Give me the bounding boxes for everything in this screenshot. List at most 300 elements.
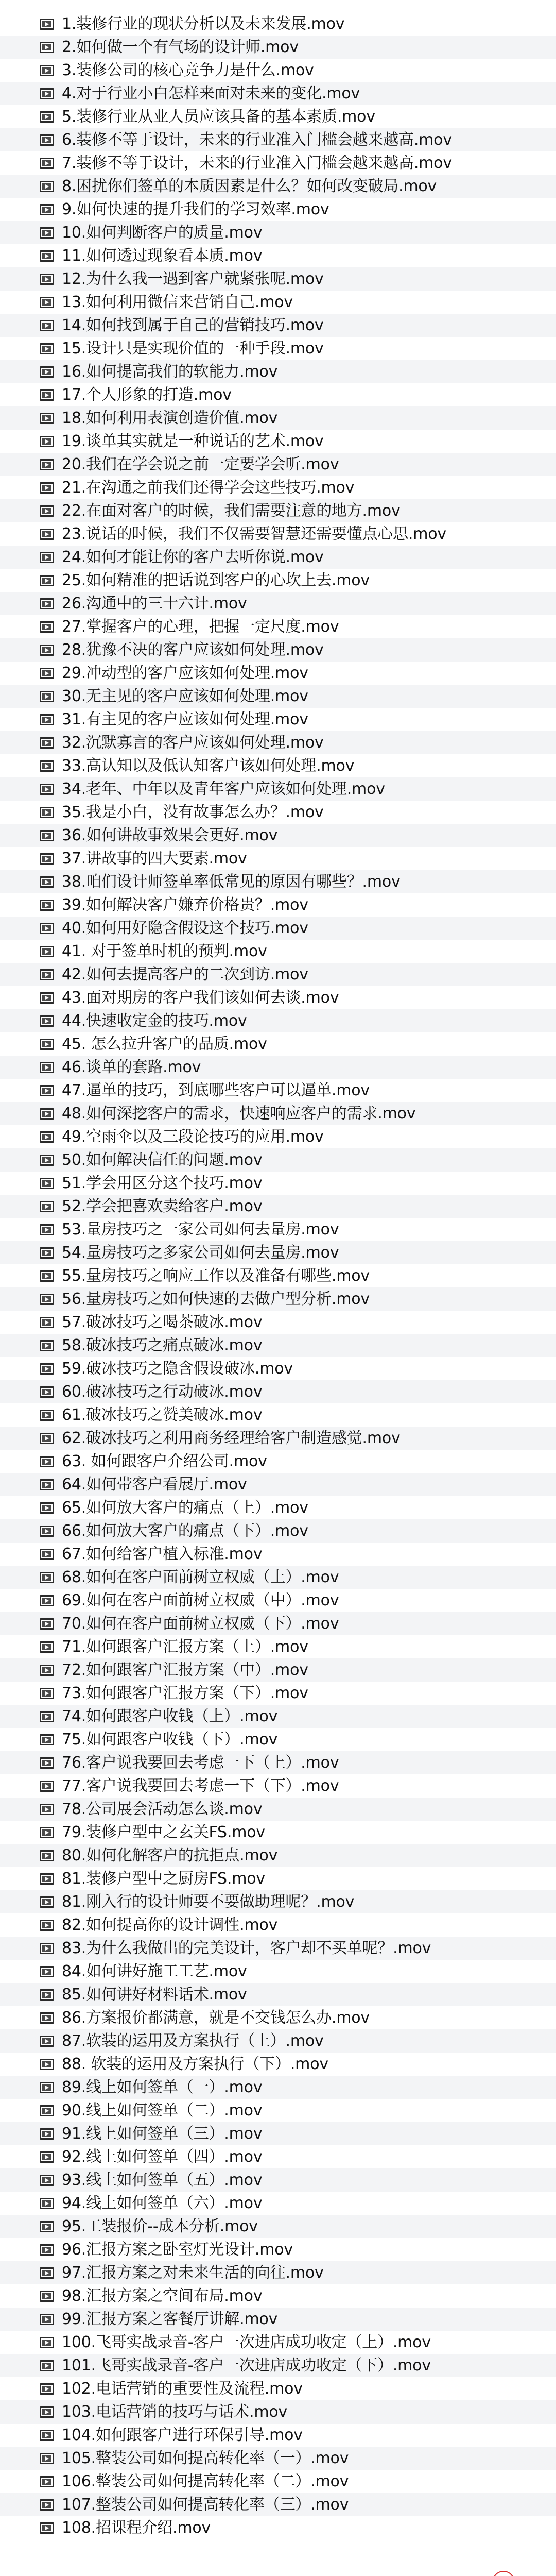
video-file-icon [38,16,56,32]
video-file-icon [38,1361,56,1377]
file-name: 100.飞哥实战录音-客户一次进店成功收定（上）.mov [62,2333,431,2351]
file-name: 45. 怎么拉升客户的品质.mov [62,1035,267,1053]
file-name: 11.如何透过现象看本质.mov [62,247,263,265]
video-file-icon [38,1199,56,1214]
video-file-icon [38,156,56,171]
file-row[interactable] [0,2470,556,2493]
video-file-icon [38,109,56,125]
file-row[interactable] [0,1682,556,1705]
file-row[interactable] [0,615,556,638]
file-name: 61.破冰技巧之赞美破冰.mov [62,1406,263,1424]
video-file-icon [38,202,56,217]
file-row[interactable] [0,2400,556,2424]
video-file-icon [38,1964,56,1979]
file-name: 4.对于行业小白怎样来面对未来的变化.mov [62,84,360,103]
file-row[interactable] [0,2006,556,2029]
video-file-icon [38,758,56,774]
file-name: 71.如何跟客户汇报方案（上）.mov [62,1638,308,1656]
file-row[interactable] [0,1357,556,1380]
file-name: 38.咱们设计师签单率低常见的原因有哪些？.mov [62,873,401,891]
video-file-icon [38,1778,56,1794]
file-name: 9.如何快速的提升我们的学习效率.mov [62,200,329,218]
video-file-icon [38,1013,56,1029]
video-file-icon [38,503,56,519]
file-row[interactable] [0,569,556,592]
video-file-icon [38,1292,56,1307]
file-name: 57.破冰技巧之喝茶破冰.mov [62,1313,263,1331]
file-name: 28.犹豫不决的客户应该如何处理.mov [62,641,324,659]
file-name: 80.如何化解客户的抗拒点.mov [62,1846,278,1865]
file-name: 83.为什么我做出的完美设计，客户却不买单呢？.mov [62,1939,431,1957]
video-file-icon [38,1315,56,1330]
file-row[interactable] [0,1774,556,1798]
file-name: 36.如何讲故事效果会更好.mov [62,826,278,844]
file-row[interactable] [0,244,556,267]
file-row[interactable] [0,1079,556,1102]
file-row[interactable] [0,1287,556,1311]
video-file-icon [38,2103,56,2119]
file-name: 69.如何在客户面前树立权威（中）.mov [62,1591,339,1609]
file-name: 18.如何利用表演创造价值.mov [62,409,278,427]
file-row[interactable] [0,2053,556,2076]
file-row[interactable] [0,801,556,824]
file-name: 37.讲故事的四大要素.mov [62,850,247,868]
video-file-icon [38,2080,56,2095]
file-row[interactable] [0,546,556,569]
file-row[interactable] [0,2447,556,2470]
file-row[interactable] [0,337,556,360]
file-name: 40.如何用好隐含假设这个技巧.mov [62,919,308,937]
watermark-badge [492,2571,515,2576]
file-row[interactable] [0,1589,556,1612]
file-row[interactable] [0,893,556,917]
file-row[interactable] [0,2238,556,2261]
video-file-icon [38,967,56,982]
file-name: 64.如何带客户看展厅.mov [62,1476,247,1494]
video-file-icon [38,1153,56,1168]
video-file-icon [38,596,56,612]
video-file-icon [38,851,56,867]
video-file-icon [38,805,56,820]
video-file-icon [38,1408,56,1423]
file-name: 49.空雨伞以及三段论技巧的应用.mov [62,1128,324,1146]
file-name: 1.装修行业的现状分析以及未来发展.mov [62,15,345,33]
file-row[interactable] [0,1125,556,1148]
file-row[interactable] [0,1264,556,1287]
video-file-icon [38,1477,56,1493]
file-name: 47.逼单的技巧，到底哪些客户可以逼单.mov [62,1081,370,1099]
file-row[interactable] [0,777,556,801]
video-file-icon [38,990,56,1006]
file-name: 7.装修不等于设计，未来的行业准入门槛会越来越高.mov [62,154,452,172]
file-row[interactable] [0,754,556,777]
file-name: 50.如何解决信任的问题.mov [62,1151,263,1169]
video-file-icon [38,2335,56,2350]
file-name: 65.如何放大客户的痛点（上）.mov [62,1499,308,1517]
file-row[interactable] [0,1890,556,1913]
file-name: 42.如何去提高客户的二次到访.mov [62,965,308,984]
file-row[interactable] [0,870,556,893]
file-row[interactable] [0,1056,556,1079]
file-row[interactable] [0,105,556,128]
video-file-icon [38,1663,56,1678]
file-name: 91.线上如何签单（三）.mov [62,2125,263,2143]
file-row[interactable] [0,1403,556,1427]
file-name: 63. 如何跟客户介绍公司.mov [62,1452,267,1470]
video-file-icon [38,272,56,287]
file-name: 68.如何在客户面前树立权威（上）.mov [62,1568,339,1586]
file-name: 51.学会用区分这个技巧.mov [62,1174,263,1192]
video-file-icon [38,1987,56,2003]
video-file-icon [38,1732,56,1748]
file-name: 54.量房技巧之多家公司如何去量房.mov [62,1244,339,1262]
file-name: 79.装修户型中之玄关FS.mov [62,1823,265,1841]
video-file-icon [38,225,56,241]
video-file-icon [38,248,56,264]
file-name: 17.个人形象的打造.mov [62,386,232,404]
file-name: 101.飞哥实战录音-客户一次进店成功收定（下）.mov [62,2357,431,2375]
video-file-icon [38,2312,56,2327]
file-name: 26.沟通中的三十六计.mov [62,595,247,613]
video-file-icon [38,387,56,403]
file-name: 107.整装公司如何提高转化率（三）.mov [62,2496,349,2514]
file-name: 108.招课程介绍.mov [62,2519,211,2537]
file-name: 76.客户说我要回去考虑一下（上）.mov [62,1754,339,1772]
file-name: 46.谈单的套路.mov [62,1058,201,1076]
file-name: 93.线上如何签单（五）.mov [62,2171,263,2189]
file-row[interactable] [0,1543,556,1566]
file-row[interactable] [0,453,556,476]
file-name: 75.如何跟客户收钱（下）.mov [62,1731,278,1749]
file-row[interactable] [0,1844,556,1867]
video-file-icon [38,1245,56,1261]
file-row[interactable] [0,1148,556,1172]
video-file-icon [38,1338,56,1353]
file-row[interactable] [0,267,556,291]
file-name: 102.电话营销的重要性及流程.mov [62,2380,303,2398]
file-name: 106.整装公司如何提高转化率（二）.mov [62,2472,349,2490]
video-file-icon [38,1083,56,1098]
file-row[interactable] [0,1658,556,1682]
file-name: 59.破冰技巧之隐含假设破冰.mov [62,1360,293,1378]
file-name: 85.如何讲好材料话术.mov [62,1986,247,2004]
file-name: 90.线上如何签单（二）.mov [62,2102,263,2120]
video-file-icon [38,434,56,449]
file-row[interactable] [0,731,556,754]
file-row[interactable] [0,2215,556,2238]
video-file-icon [38,1639,56,1655]
file-name: 39.如何解决客户嫌弃价格贵？.mov [62,896,308,914]
video-file-icon [38,2242,56,2258]
video-file-icon [38,1176,56,1191]
file-row[interactable] [0,2377,556,2400]
file-row[interactable] [0,1311,556,1334]
video-file-icon [38,2497,56,2513]
video-file-icon [38,1268,56,1284]
file-name: 103.电话营销的技巧与话术.mov [62,2403,288,2421]
file-row[interactable] [0,499,556,522]
video-file-icon [38,1523,56,1539]
file-name: 55.量房技巧之响应工作以及准备有哪些.mov [62,1267,370,1285]
file-row[interactable] [0,2308,556,2331]
file-row[interactable] [0,1427,556,1450]
file-name: 31.有主见的客户应该如何处理.mov [62,710,308,728]
file-row[interactable] [0,847,556,870]
video-file-icon [38,1593,56,1608]
watermark-text [518,2574,552,2576]
video-file-icon [38,1825,56,1840]
video-file-icon [38,2219,56,2234]
file-name: 78.公司展会活动怎么谈.mov [62,1800,263,1818]
file-name: 6.装修不等于设计，未来的行业准入门槛会越来越高.mov [62,131,452,149]
watermark [492,2571,552,2576]
file-name: 24.如何才能让你的客户去听你说.mov [62,548,324,566]
file-row[interactable] [0,917,556,940]
video-file-icon [38,364,56,380]
file-name: 25.如何精准的把话说到客户的心坎上去.mov [62,571,370,589]
video-file-icon [38,411,56,426]
file-name: 20.我们在学会说之前一定要学会听.mov [62,455,339,473]
file-row[interactable] [0,59,556,82]
file-name: 104.如何跟客户进行环保引导.mov [62,2426,303,2444]
file-name: 2.如何做一个有气场的设计师.mov [62,38,299,56]
video-file-icon [38,619,56,635]
video-file-icon [38,480,56,496]
video-file-icon [38,2057,56,2072]
video-file-icon [38,1222,56,1238]
file-row[interactable] [0,2192,556,2215]
file-row[interactable] [0,1705,556,1728]
video-file-icon [38,2033,56,2049]
file-row[interactable] [0,360,556,383]
file-row[interactable] [0,2424,556,2447]
file-name: 12.为什么我一遇到客户就紧张呢.mov [62,270,324,288]
file-row[interactable] [0,383,556,406]
file-row[interactable] [0,1334,556,1357]
file-name: 34.老年、中年以及青年客户应该如何处理.mov [62,780,385,798]
file-row[interactable] [0,1473,556,1496]
file-row[interactable] [0,291,556,314]
video-file-icon [38,2265,56,2281]
video-file-icon [38,782,56,797]
video-file-icon [38,550,56,565]
file-name: 16.如何提高我们的软能力.mov [62,363,278,381]
file-name: 95.工装报价--成本分析.mov [62,2217,258,2235]
file-row[interactable] [0,36,556,59]
file-row[interactable] [0,2331,556,2354]
file-row[interactable] [0,1937,556,1960]
file-name: 98.汇报方案之空间布局.mov [62,2287,263,2305]
file-row[interactable] [0,128,556,151]
file-row[interactable] [0,82,556,105]
video-file-icon [38,1129,56,1145]
video-file-icon [38,1547,56,1562]
file-name: 89.线上如何签单（一）.mov [62,2078,263,2096]
file-row[interactable] [0,1566,556,1589]
file-row[interactable] [0,1728,556,1751]
file-name: 30.无主见的客户应该如何处理.mov [62,687,308,705]
video-file-icon [38,1894,56,1910]
file-name: 21.在沟通之前我们还得学会这些技巧.mov [62,479,355,497]
file-row[interactable] [0,198,556,221]
video-file-icon [38,1755,56,1771]
file-row[interactable] [0,1380,556,1403]
file-name: 99.汇报方案之客餐厅讲解.mov [62,2310,278,2328]
video-file-icon [38,1384,56,1400]
file-row[interactable] [0,221,556,244]
file-row[interactable] [0,1496,556,1519]
file-name: 10.如何判断客户的质量.mov [62,224,263,242]
file-name: 81.装修户型中之厨房FS.mov [62,1870,265,1888]
file-name: 62.破冰技巧之利用商务经理给客户制造感觉.mov [62,1429,401,1447]
file-row[interactable] [0,476,556,499]
video-file-icon [38,1060,56,1075]
video-file-icon [38,2381,56,2397]
file-row[interactable] [0,2099,556,2122]
file-row[interactable] [0,1241,556,1264]
file-row[interactable] [0,1821,556,1844]
file-row[interactable] [0,2284,556,2308]
video-file-icon [38,712,56,727]
file-row[interactable] [0,1195,556,1218]
video-file-icon [38,2289,56,2304]
file-row[interactable] [0,1913,556,1937]
video-file-icon [38,295,56,310]
file-row[interactable] [0,940,556,963]
file-row[interactable] [0,12,556,36]
video-file-icon [38,1500,56,1516]
file-row[interactable] [0,151,556,175]
file-row[interactable] [0,1450,556,1473]
video-file-icon [38,1454,56,1469]
video-file-icon [38,944,56,959]
video-file-icon [38,341,56,357]
file-row[interactable] [0,1218,556,1241]
video-file-icon [38,2428,56,2443]
file-name: 84.如何讲好施工工艺.mov [62,1962,247,1980]
file-name: 96.汇报方案之卧室灯光设计.mov [62,2241,293,2259]
file-name: 14.如何找到属于自己的营销技巧.mov [62,316,324,334]
file-name: 15.设计只是实现价值的一种手段.mov [62,340,324,358]
video-file-icon [38,1871,56,1887]
file-name: 23.说话的时候，我们不仅需要智慧还需要懂点心思.mov [62,525,446,543]
video-file-icon [38,132,56,148]
video-file-icon [38,2196,56,2211]
file-row[interactable] [0,2354,556,2377]
file-name: 13.如何利用微信来营销自己.mov [62,293,293,311]
file-name: 74.如何跟客户收钱（上）.mov [62,1707,278,1725]
video-file-icon [38,642,56,658]
file-row[interactable] [0,1519,556,1543]
file-row[interactable] [0,1798,556,1821]
file-row[interactable] [0,1009,556,1032]
video-file-icon [38,1941,56,1956]
file-name: 67.如何给客户植入标准.mov [62,1545,263,1563]
file-name: 3.装修公司的核心竞争力是什么.mov [62,61,314,79]
file-name: 58.破冰技巧之痛点破冰.mov [62,1336,263,1354]
file-row[interactable] [0,2145,556,2168]
file-name: 8.困扰你们签单的本质因素是什么？如何改变破局.mov [62,177,437,195]
file-row[interactable] [0,1172,556,1195]
file-row[interactable] [0,1983,556,2006]
file-name: 97.汇报方案之对未来生活的向往.mov [62,2264,324,2282]
video-file-icon [38,921,56,936]
file-row[interactable] [0,1960,556,1983]
file-row[interactable] [0,824,556,847]
file-row[interactable] [0,175,556,198]
video-file-icon [38,86,56,101]
video-file-icon [38,2404,56,2420]
file-name: 77.客户说我要回去考虑一下（下）.mov [62,1777,339,1795]
file-row[interactable] [0,2029,556,2053]
file-row[interactable] [0,963,556,986]
file-row[interactable] [0,708,556,731]
video-file-icon [38,527,56,542]
file-name: 81.刚入行的设计师要不要做助理呢？.mov [62,1893,355,1911]
file-name: 22.在面对客户的时候，我们需要注意的地方.mov [62,502,401,520]
file-row[interactable] [0,986,556,1009]
video-file-icon [38,2520,56,2536]
video-file-icon [38,573,56,588]
file-name: 44.快速收定金的技巧.mov [62,1012,247,1030]
file-row[interactable] [0,2076,556,2099]
file-row[interactable] [0,685,556,708]
file-row[interactable] [0,522,556,546]
video-file-icon [38,2358,56,2374]
file-row[interactable] [0,1032,556,1056]
video-file-icon [38,1802,56,1817]
file-row[interactable] [0,2516,556,2539]
file-name: 105.整装公司如何提高转化率（一）.mov [62,2449,349,2467]
video-file-icon [38,897,56,913]
video-file-icon [38,1918,56,1933]
file-row[interactable] [0,1102,556,1125]
video-file-icon [38,2173,56,2188]
file-row[interactable] [0,1867,556,1890]
file-row[interactable] [0,1635,556,1658]
file-row[interactable] [0,662,556,685]
file-row[interactable] [0,2122,556,2145]
file-name: 19.谈单其实就是一种说话的艺术.mov [62,432,324,450]
video-file-icon [38,689,56,704]
video-file-icon [38,1570,56,1585]
video-file-icon [38,828,56,843]
file-name: 41. 对于签单时机的预判.mov [62,942,267,960]
video-file-icon [38,1431,56,1446]
file-name: 35.我是小白，没有故事怎么办？.mov [62,803,324,821]
file-row[interactable] [0,2261,556,2284]
file-name: 43.面对期房的客户我们该如何去谈.mov [62,989,339,1007]
video-file-icon [38,1686,56,1701]
file-row[interactable] [0,638,556,662]
file-row[interactable] [0,2493,556,2516]
file-name: 88. 软装的运用及方案执行（下）.mov [62,2055,328,2073]
file-row[interactable] [0,430,556,453]
video-file-icon [38,1709,56,1724]
file-row[interactable] [0,314,556,337]
file-name: 92.线上如何签单（四）.mov [62,2148,263,2166]
file-row[interactable] [0,1751,556,1774]
file-row[interactable] [0,2168,556,2192]
file-row[interactable] [0,592,556,615]
file-name: 52.学会把喜欢卖给客户.mov [62,1197,263,1215]
video-file-icon [38,179,56,194]
file-row[interactable] [0,1612,556,1635]
video-file-icon [38,1037,56,1052]
file-row[interactable] [0,406,556,430]
video-file-icon [38,1106,56,1122]
file-name: 27.掌握客户的心理，把握一定尺度.mov [62,618,339,636]
